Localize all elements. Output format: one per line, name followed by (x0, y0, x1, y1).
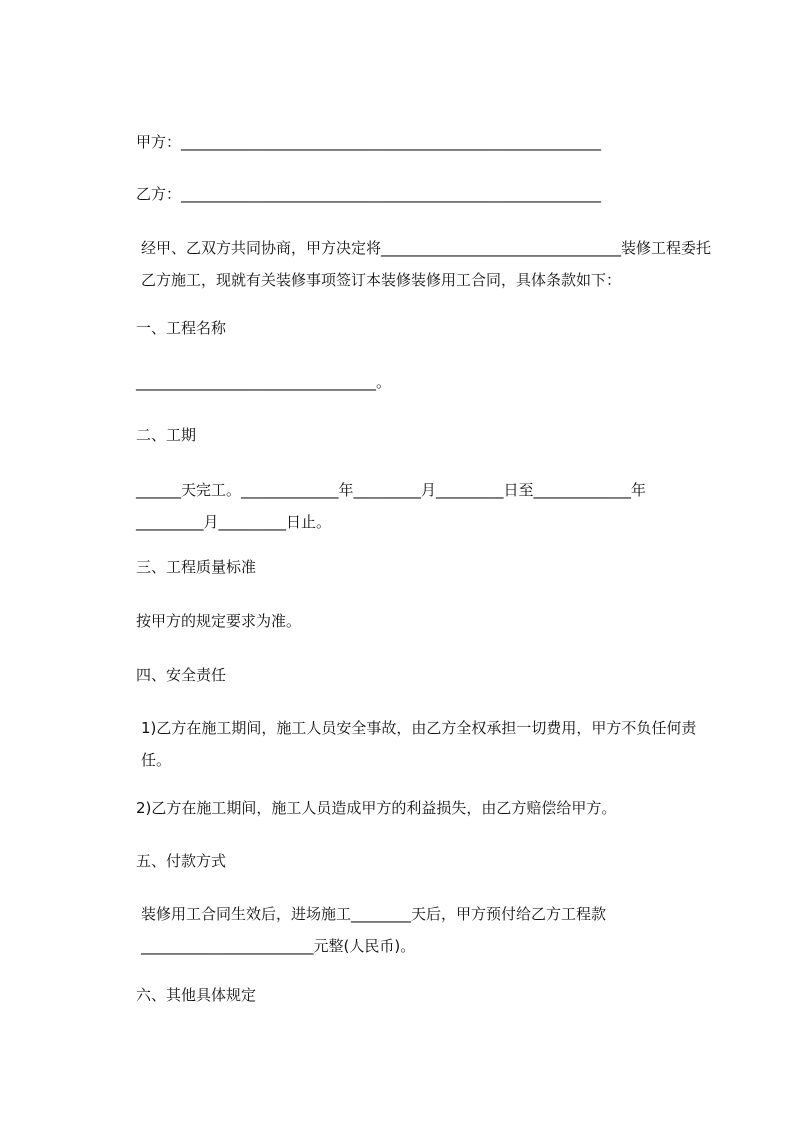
section3-body: 按甲方的规定要求为准。 (136, 612, 302, 630)
intro-paragraph: 经甲、乙双方共同协商，甲方决定将________________________________装修工程委托乙方施工，现就有关装修事项签订本装修装修用工合同，具体条款如下： (141, 239, 712, 289)
party-b-line (136, 184, 601, 204)
section5-body[interactable]: 装修用工合同生效后，进场施工________天后，甲方预付给乙方工程款_______________________元整(人民币)。 (141, 905, 607, 955)
section4-item-2: 2)乙方在施工期间，施工人员造成甲方的利益损失，由乙方赔偿给甲方。 (136, 799, 617, 817)
section6-heading: 六、其他具体规定 (136, 986, 257, 1004)
party-a-label: 甲方： (136, 133, 182, 151)
section4-item-1: 1)乙方在施工期间，施工人员安全事故，由乙方全权承担一切费用，甲方不负任何责任。 (141, 719, 697, 769)
section2-body[interactable]: ______天完工。_____________年_________月_________日至_____________年_________月_________日止。 (136, 481, 647, 531)
party-b-blank[interactable]: ________________________________________________________ (181, 185, 602, 203)
section5-heading: 五、付款方式 (136, 852, 227, 870)
party-a-line (136, 132, 601, 152)
party-b-label: 乙方： (136, 185, 182, 203)
section1-body[interactable]: ________________________________。 (136, 373, 392, 391)
party-a-blank[interactable]: ________________________________________________________ (181, 133, 602, 151)
section4-heading: 四、安全责任 (136, 666, 227, 684)
section1-heading: 一、工程名称 (136, 319, 227, 337)
section3-heading: 三、工程质量标准 (136, 558, 257, 576)
section2-heading: 二、工期 (136, 426, 197, 444)
